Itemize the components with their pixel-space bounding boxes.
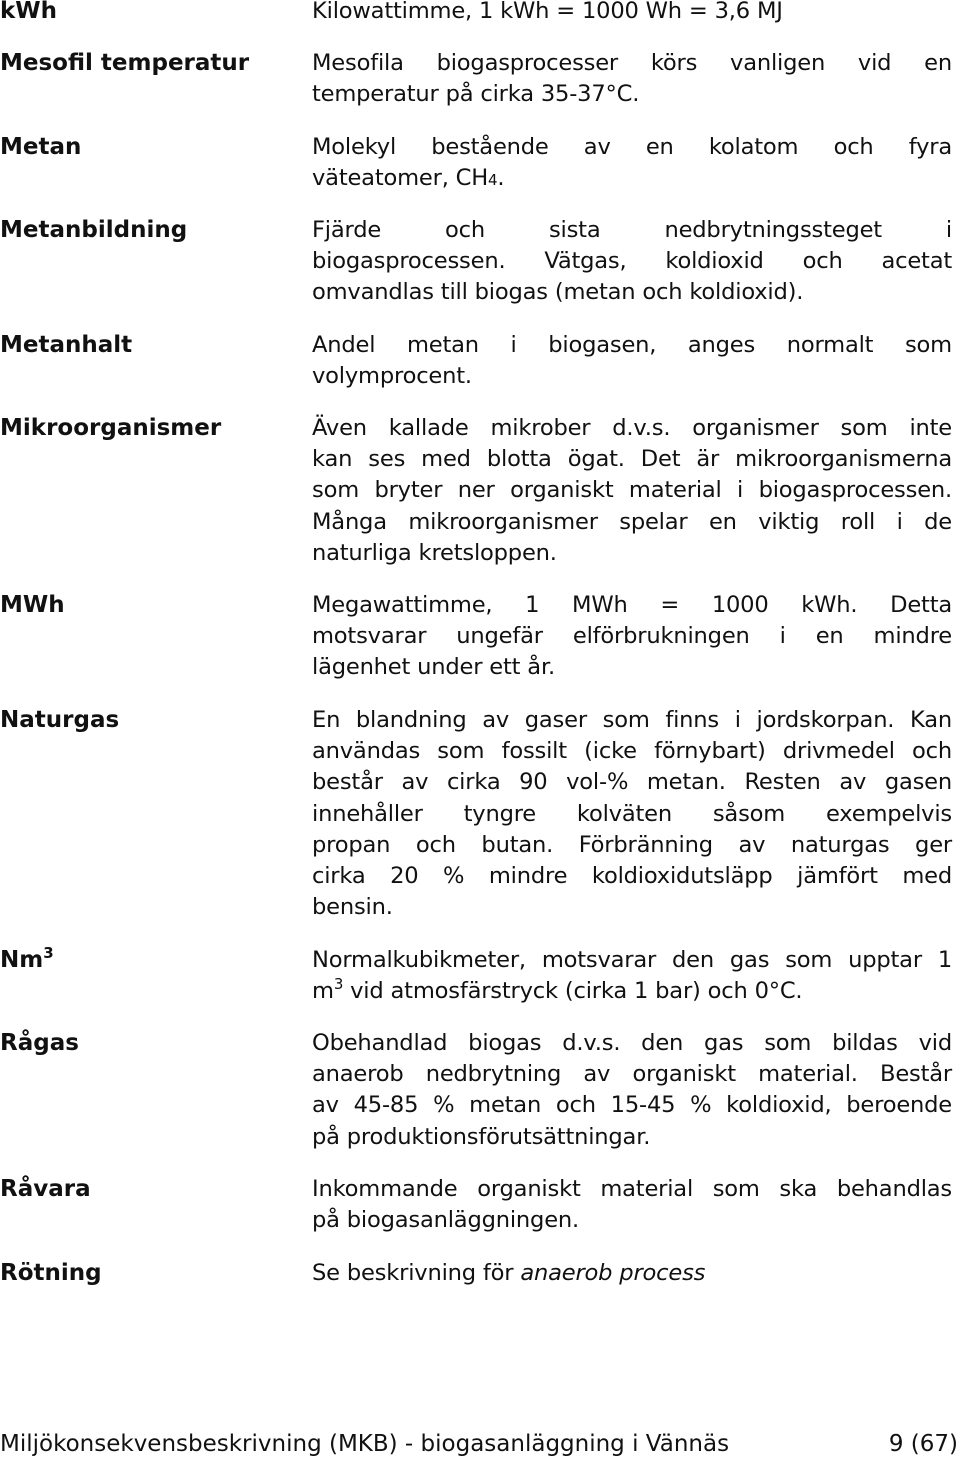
definition-line: omvandlas till biogas (metan och koldioxid). <box>312 279 804 306</box>
definition-line: Obehandlad biogas d.v.s. den gas som bildas vid <box>312 1030 952 1056</box>
definition-line: på produktionsförutsättningar. <box>312 1123 651 1150</box>
definition-line: Kilowattimme, 1 kWh = 1000 Wh = 3,6 MJ <box>312 0 783 24</box>
term-ravara: Råvara <box>0 1176 91 1202</box>
definition-line: propan och butan. Förbränning av naturgas ger <box>312 831 952 858</box>
definition-line: temperatur på cirka 35-37°C. <box>312 81 640 108</box>
term-text: Nm <box>0 947 44 973</box>
definition-line: Mesofila biogasprocesser körs vanligen vid en <box>312 50 952 76</box>
definition-line: Megawattimme, 1 MWh = 1000 kWh. Detta <box>312 592 952 618</box>
definition-line: volymprocent. <box>312 363 472 390</box>
definition-nm3 <box>312 945 952 1009</box>
definition-metanbildning <box>312 215 952 309</box>
definition-text: . <box>497 165 505 192</box>
definition-text: vid atmosfärstryck (cirka 1 bar) och 0°C. <box>343 978 803 1005</box>
term-ragas: Rågas <box>0 1030 79 1056</box>
definition-ragas <box>312 1028 952 1153</box>
definition-line: biogasprocessen. Vätgas, koldioxid och acetat <box>312 248 952 275</box>
definition-rotning <box>312 1258 952 1289</box>
definition-mesofil-temperatur <box>312 48 952 110</box>
term-kwh: kWh <box>0 0 58 24</box>
definition-text: m <box>312 978 334 1005</box>
footer-document-title: Miljökonsekvensbeskrivning (MKB) - biogasanläggning i Vännäs <box>0 1431 730 1457</box>
definition-line: motsvarar ungefär elförbrukningen i en mindre <box>312 623 952 650</box>
term-rotning: Rötning <box>0 1260 102 1286</box>
definition-line: Normalkubikmeter, motsvarar den gas som upptar 1 <box>312 947 952 973</box>
term-metan: Metan <box>0 134 82 160</box>
definition-line: Även kallade mikrober d.v.s. organismer som inte <box>312 415 952 441</box>
superscript: 3 <box>43 944 54 962</box>
definition-line: Andel metan i biogasen, anges normalt som <box>312 332 952 358</box>
definition-line <box>312 976 952 1009</box>
subscript: 4 <box>488 171 498 190</box>
definition-text: Se beskrivning för <box>312 1260 521 1286</box>
definition-ravara <box>312 1174 952 1236</box>
definition-line: cirka 20 % mindre koldioxidutsläpp jämfört med <box>312 863 952 890</box>
definition-line: på biogasanläggningen. <box>312 1207 580 1234</box>
definition-kwh <box>312 0 952 27</box>
definition-line <box>312 163 952 196</box>
definition-line: lägenhet under ett år. <box>312 654 555 681</box>
definition-line: av 45-85 % metan och 15-45 % koldioxid, beroende <box>312 1092 952 1119</box>
term-metanbildning: Metanbildning <box>0 217 188 243</box>
term-mwh: MWh <box>0 592 65 618</box>
definition-line: En blandning av gaser som finns i jordskorpan. Kan <box>312 707 952 733</box>
definition-mwh <box>312 590 952 684</box>
definition-line <box>312 1258 952 1289</box>
definition-line: Fjärde och sista nedbrytningssteget i <box>312 217 952 243</box>
definition-naturgas <box>312 705 952 923</box>
definition-line: består av cirka 90 vol-% metan. Resten av gasen <box>312 769 952 796</box>
definition-line: som bryter ner organiskt material i biogasprocessen. <box>312 477 952 504</box>
definition-line: Många mikroorganismer spelar en viktig roll i de <box>312 508 952 535</box>
definition-line: Inkommande organiskt material som ska behandlas <box>312 1176 952 1202</box>
definition-metan <box>312 132 952 196</box>
term-nm3 <box>0 945 300 978</box>
definition-metanhalt <box>312 330 952 392</box>
definition-mikroorganismer <box>312 413 952 569</box>
superscript: 3 <box>333 975 344 994</box>
term-metanhalt: Metanhalt <box>0 332 133 358</box>
definition-text: väteatomer, CH <box>312 165 489 192</box>
footer-page-number: 9 (67) <box>888 1431 958 1457</box>
definition-line: bensin. <box>312 894 393 921</box>
definition-line: naturliga kretsloppen. <box>312 539 557 566</box>
definition-line: kan ses med blotta ögat. Det är mikroorganismerna <box>312 446 952 473</box>
definition-line: innehåller tyngre kolväten såsom exempelvis <box>312 800 952 827</box>
term-mesofil-temperatur: Mesofil temperatur <box>0 50 250 76</box>
definition-line: Molekyl bestående av en kolatom och fyra <box>312 134 952 160</box>
definition-line: anaerob nedbrytning av organiskt material. Består <box>312 1061 952 1088</box>
term-naturgas: Naturgas <box>0 707 120 733</box>
definition-line: användas som fossilt (icke förnybart) drivmedel och <box>312 738 952 765</box>
term-mikroorganismer: Mikroorganismer <box>0 415 222 441</box>
cross-reference: anaerob process <box>520 1260 706 1286</box>
